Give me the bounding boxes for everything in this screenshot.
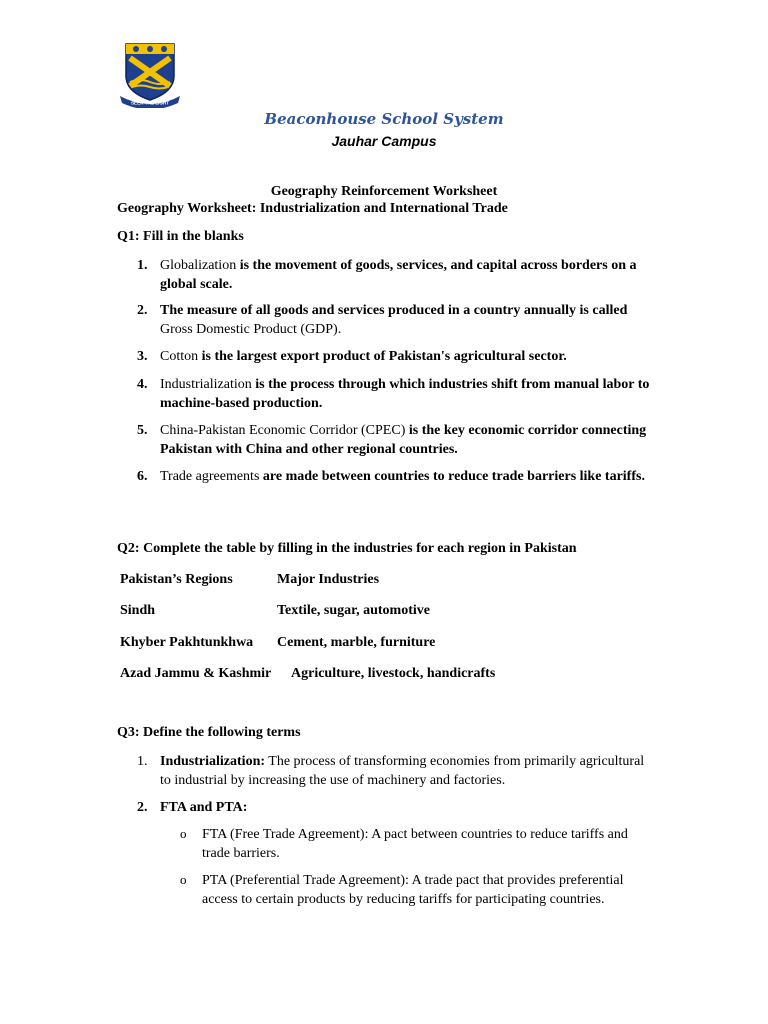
region-cell: Sindh [120,603,156,618]
logo-motto: SEEK THE LIGHT [130,100,170,106]
sub-list-item: o PTA (Preferential Trade Agreement): A trade pact that provides preferential access to certain products by reducing tariffs for participating countries. [180,872,624,907]
worksheet-title: Geography Reinforcement Worksheet [270,184,498,199]
q1-heading: Q1: Fill in the blanks [117,229,244,244]
school-crest-logo [116,40,184,108]
bullet-icon: o [180,872,187,887]
list-item: 6. Trade agreements are made between countries to reduce trade barriers like tariffs. [137,469,645,484]
column-header: Pakistan’s Regions [120,572,233,587]
worksheet-subtitle: Geography Worksheet: Industrialization and International Trade [117,201,508,216]
q3-sub-list [180,826,650,863]
q1-list [117,257,657,294]
q3-list [117,753,657,790]
q2-heading: Q2: Complete the table by filling in the industries for each region in Pakistan [117,541,577,556]
list-item: 1. Globalization is the movement of goods, services, and capital across borders on a global scale. [137,258,637,292]
table-row [120,635,620,653]
list-item: 4. Industrialization is the process through which industries shift from manual labor to machine-based production. [137,377,650,411]
q3-heading: Q3: Define the following terms [117,725,301,740]
list-item: 2. FTA and PTA: [137,800,248,815]
industries-cell: Textile, sugar, automotive [277,603,430,618]
school-name: Beaconhouse School System [264,110,504,128]
campus-name: Jauhar Campus [331,133,437,149]
region-cell: Khyber Pakhtunkhwa [120,635,254,650]
table-row [120,603,620,621]
industries-cell: Agriculture, livestock, handicrafts [291,666,496,681]
list-item: 5. China-Pakistan Economic Corridor (CPEC) is the key economic corridor connecting Pakistan with China and other regional countries. [137,423,647,457]
region-cell: Azad Jammu & Kashmir [120,666,272,681]
sub-list-item: o FTA (Free Trade Agreement): A pact between countries to reduce tariffs and trade barriers. [180,826,628,861]
column-header: Major Industries [277,572,380,587]
table-row [120,666,620,684]
industries-cell: Cement, marble, furniture [277,635,436,650]
list-item: 3. Cotton is the largest export product of Pakistan's agricultural sector. [137,349,567,364]
list-item: 2. The measure of all goods and services produced in a country annually is called Gross Domestic Product (GDP). [137,303,628,337]
table-header-row [120,572,620,590]
bullet-icon: o [180,826,187,841]
list-item: 1. Industrialization: The process of transforming economies from primarily agricultural to industrial by increasing the use of machinery and factories. [137,754,645,788]
